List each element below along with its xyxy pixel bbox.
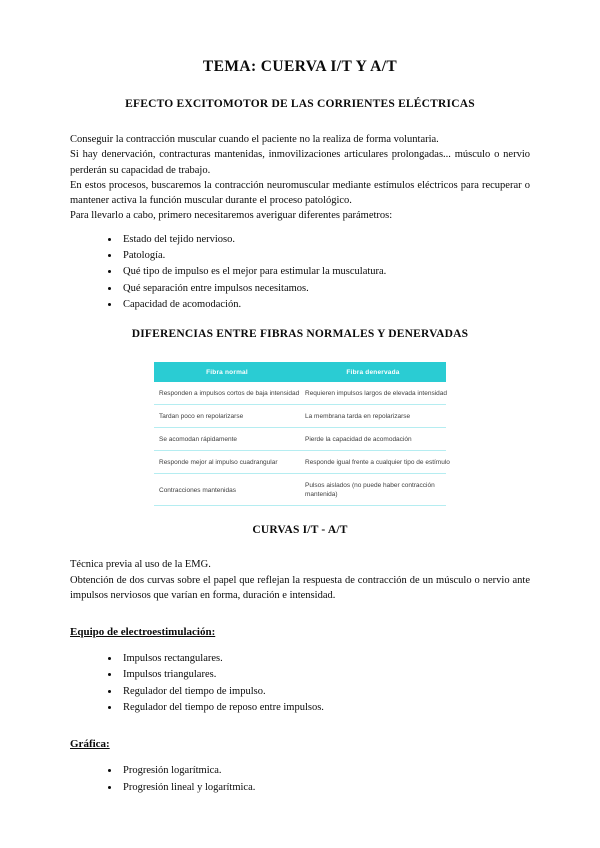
list-item: • Impulsos rectangulares. — [120, 651, 530, 666]
list-item: • Progresión lineal y logarítmica. — [120, 780, 530, 795]
table-row — [154, 451, 446, 474]
table-header-row — [154, 362, 446, 382]
parametros-list — [70, 232, 530, 312]
curvas-paragraph-2: Obtención de dos curvas sobre el papel que reflejan la respuesta de contracción de un músculo o nervio ante impulsos nerviosos que varían en forma, duración e intensidad. — [70, 574, 530, 601]
table-cell: Requieren impulsos largos de elevada intensidad — [300, 382, 446, 405]
list-item: • Regulador del tiempo de impulso. — [120, 684, 530, 699]
intro-paragraph-2: Si hay denervación, contracturas mantenidas, inmovilizaciones articulares prolongadas... músculo o nervio perderán su capacidad de trabajo. — [70, 149, 530, 176]
section-heading-curvas: CURVAS I/T - A/T — [252, 524, 348, 537]
table-cell: La membrana tarda en repolarizarse — [300, 405, 446, 428]
subheading-equipo: Equipo de electroestimulación: — [70, 626, 216, 639]
page-title: TEMA: CUERVA I/T Y A/T — [202, 58, 398, 75]
list-item: • Regulador del tiempo de reposo entre impulsos. — [120, 700, 530, 715]
table-cell: Responde igual frente a cualquier tipo de estímulo — [300, 451, 446, 474]
intro-paragraph-4: Para llevarlo a cabo, primero necesitaremos averiguar diferentes parámetros: — [70, 210, 393, 222]
list-item: • Progresión logarítmica. — [120, 763, 530, 778]
list-item: • Impulsos triangulares. — [120, 667, 530, 682]
table-row — [154, 382, 446, 405]
table-cell: Contracciones mantenidas — [154, 474, 300, 506]
table-header-fibra-denervada: Fibra denervada — [300, 362, 446, 382]
intro-paragraph-3: En estos procesos, buscaremos la contracción neuromuscular mediante estímulos eléctricos para recuperar o mantener activa la función muscular durante el proceso patológico. — [70, 179, 530, 207]
table-header-fibra-normal: Fibra normal — [154, 362, 300, 382]
section-heading-diferencias: DIFERENCIAS ENTRE FIBRAS NORMALES Y DENERVADAS — [131, 328, 469, 341]
fibras-comparison-table — [154, 362, 450, 506]
table-row — [154, 428, 446, 451]
equipo-list — [70, 651, 530, 715]
grafica-list — [70, 763, 530, 795]
table-cell: Pierde la capacidad de acomodación — [300, 428, 446, 451]
table-cell: Tardan poco en repolarizarse — [154, 405, 300, 428]
list-item: • Patología. — [120, 248, 530, 263]
intro-paragraph-1: Conseguir la contracción muscular cuando el paciente no la realiza de forma voluntaria. — [70, 134, 439, 145]
table-cell: Pulsos aislados (no puede haber contracción mantenida) — [300, 474, 446, 506]
list-item: • Capacidad de acomodación. — [120, 297, 530, 312]
table-cell: Responden a impulsos cortos de baja intensidad — [154, 382, 300, 405]
subheading-grafica: Gráfica: — [70, 738, 110, 751]
table-row — [154, 405, 446, 428]
section-heading-efecto-excitomotor: EFECTO EXCITOMOTOR DE LAS CORRIENTES ELÉCTRICAS — [125, 98, 475, 110]
table-row — [154, 474, 446, 506]
list-item: • Qué tipo de impulso es el mejor para estimular la musculatura. — [120, 264, 530, 279]
list-item: • Estado del tejido nervioso. — [120, 232, 530, 247]
curvas-paragraph-1: Técnica previa al uso de la EMG. — [70, 559, 211, 571]
table-cell: Se acomodan rápidamente — [154, 428, 300, 451]
list-item: • Qué separación entre impulsos necesitamos. — [120, 281, 530, 296]
table-cell: Responde mejor al impulso cuadrangular — [154, 451, 300, 474]
